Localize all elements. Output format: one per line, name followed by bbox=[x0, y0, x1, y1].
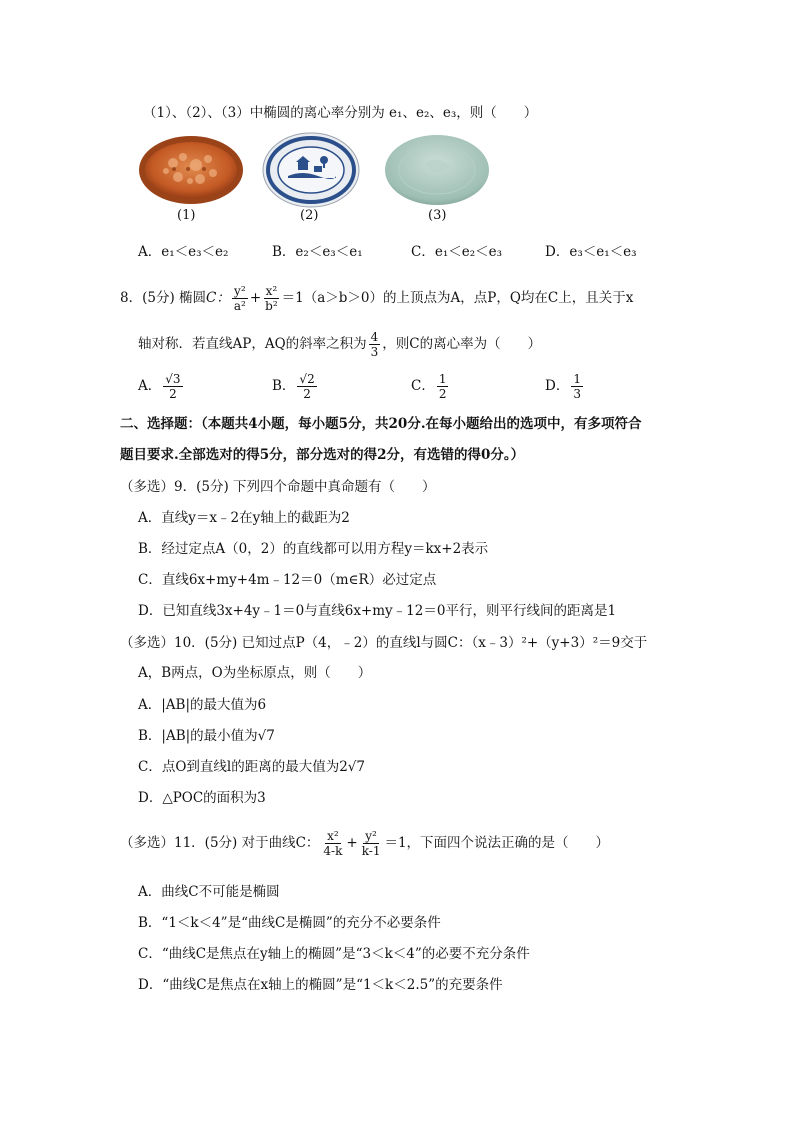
q11-suffix: ＝1，下面四个说法正确的是（ ） bbox=[384, 835, 610, 851]
q8-stem-line2 bbox=[138, 328, 541, 360]
q11-stem bbox=[120, 826, 609, 860]
plate-caption-1: (1) bbox=[177, 208, 196, 223]
plate-image-2 bbox=[262, 132, 360, 212]
q9-option-d: D．已知直线3x+4y﹣1＝0与直线6x+my﹣12＝0平行，则平行线间的距离是1 bbox=[138, 603, 617, 619]
q8-option-c: C． $\frac{1}{2}$ bbox=[411, 372, 447, 401]
q11-fraction-y: $\frac{\text{y²}}{k-1}$ bbox=[361, 829, 381, 858]
q9-option-b: B．经过定点A（0，2）的直线都可以用方程y＝kx+2表示 bbox=[138, 541, 489, 557]
q9-option-a: A．直线y＝x﹣2在y轴上的截距为2 bbox=[138, 510, 350, 526]
q11-option-b: B．“1＜k＜4”是“曲线C是椭圆”的充分不必要条件 bbox=[138, 915, 441, 931]
q8-condition: ＝1（a＞b＞0）的上顶点为A，点P，Q均在C上，且关于x bbox=[281, 290, 634, 306]
q8-slope-fraction: $\frac{4}{3}$ bbox=[370, 330, 379, 359]
q11-option-d: D．“曲线C是焦点在x轴上的椭圆”是“1＜k＜2.5”的充要条件 bbox=[138, 977, 503, 993]
q8-stem-line1 bbox=[120, 282, 633, 314]
q7-option-b: B．e₂＜e₃＜e₁ bbox=[272, 244, 363, 260]
q10-option-c: C．点O到直线l的距离的最大值为2√7 bbox=[138, 759, 365, 775]
q8-curve-label: C： bbox=[206, 290, 230, 306]
section2-header-line1: 二、选择题：（本题共4小题，每小题5分，共20分.在每小题给出的选项中，有多项符合 bbox=[120, 416, 642, 432]
plate-image-3 bbox=[384, 134, 490, 210]
q10-option-d: D．△POC的面积为3 bbox=[138, 790, 266, 806]
q11-option-a: A．曲线C不可能是椭圆 bbox=[138, 884, 280, 900]
q8-fraction-x: $\frac{\text{x²}}{\text{b²}}$ bbox=[265, 284, 278, 313]
plate-caption-2: (2) bbox=[300, 208, 319, 223]
q8-plus: + bbox=[249, 290, 262, 306]
q9-option-c: C．直线6x+my+4m﹣12＝0（m∈R）必过定点 bbox=[138, 572, 437, 588]
plate-image-1 bbox=[138, 135, 244, 209]
q7-option-a: A．e₁＜e₃＜e₂ bbox=[138, 244, 229, 260]
q8-option-b: B． $\frac{√2}{2}$ bbox=[272, 372, 315, 401]
q10-stem-line1: （多选）10．(5分) 已知过点P（4，﹣2）的直线l与圆C：（x﹣3）²+（y+3）²＝9交于 bbox=[120, 635, 648, 651]
q7-option-d: D．e₃＜e₁＜e₃ bbox=[545, 244, 637, 260]
q7-option-c: C．e₁＜e₂＜e₃ bbox=[411, 244, 503, 260]
q8-line2-tail: ，则C的离心率为（ ） bbox=[382, 336, 542, 352]
q10-option-a: A．|AB|的最大值为6 bbox=[138, 697, 267, 713]
q8-fraction-y: $\frac{\text{y²}}{\text{a²}}$ bbox=[233, 284, 246, 313]
section2-header-line2: 题目要求.全部选对的得5分，部分选对的得2分，有选错的得0分。） bbox=[120, 447, 525, 463]
q10-option-b: B．|AB|的最小值为√7 bbox=[138, 728, 275, 744]
q10-stem-line2: A，B两点，O为坐标原点，则（ ） bbox=[138, 665, 372, 681]
q11-prefix: （多选）11．(5分) 对于曲线C： bbox=[120, 835, 320, 851]
q11-fraction-x: $\frac{\text{x²}}{4-k}$ bbox=[323, 829, 343, 858]
q9-stem: （多选）9．(5分) 下列四个命题中真命题有（ ） bbox=[120, 479, 436, 495]
q7-stem: （1）、（2）、（3）中椭圆的离心率分别为 e₁、e₂、e₃，则（ ） bbox=[143, 105, 538, 121]
q8-line2-text: 轴对称．若直线AP，AQ的斜率之积为 bbox=[138, 336, 367, 352]
q11-option-c: C．“曲线C是焦点在y轴上的椭圆”是“3＜k＜4”的必要不充分条件 bbox=[138, 946, 530, 962]
q8-prefix: 8．(5分) 椭圆 bbox=[120, 290, 207, 306]
q11-plus: + bbox=[346, 835, 358, 851]
plate-caption-3: (3) bbox=[428, 208, 447, 223]
q8-option-a: A． $\frac{√3}{2}$ bbox=[138, 372, 181, 401]
q8-option-d: D． $\frac{1}{3}$ bbox=[545, 372, 581, 401]
